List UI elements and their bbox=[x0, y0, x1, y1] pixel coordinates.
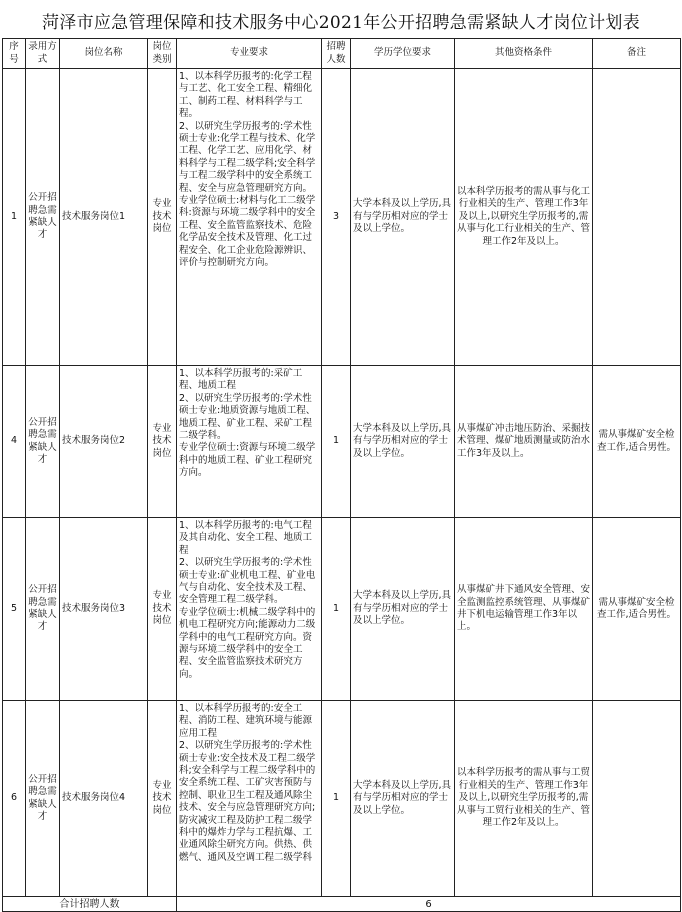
header-count: 招聘人数 bbox=[322, 39, 351, 69]
major-line: 2、以研究生学历报考的:学术性硕士专业:地质资源与地质工程、地质工程、矿业工程、采矿工程二级学科。 bbox=[179, 392, 316, 442]
table-row bbox=[3, 518, 681, 701]
header-other: 其他资格条件 bbox=[455, 39, 593, 69]
major-line: 2、以研究生学历报考的:学术性硕士专业:矿业机电工程、矿业电气与自动化、安全技术及工程、安全管理工程二级学科。 bbox=[179, 557, 316, 606]
cell-no: 5 bbox=[3, 518, 26, 701]
cell-remark: 需从事煤矿安全检查工作,适合男性。 bbox=[593, 518, 681, 701]
header-edu: 学历学位要求 bbox=[351, 39, 455, 69]
cell-method: 公开招聘急需紧缺人才 bbox=[26, 69, 60, 366]
major-line: 2、以研究生学历报考的:学术性硕士专业:安全技术及工程二级学科;安全科学与工程二级学科中的安全系统工程、工矿灾害预防与控制、职业卫生工程及通风除尘技术、安全与应急管理研究方向;防灾减灾工程及防护工程二级学科中的爆炸力学与工程抗爆、工业通风除尘研究方向。供热、供燃气、通风及空调工程二级学科 bbox=[179, 740, 316, 863]
header-method: 录用方式 bbox=[26, 39, 60, 69]
cell-other: 以本科学历报考的需从事与化工行业相关的生产、管理工作3年及以上,以研究生学历报考的,需从事与化工行业相关的生产、管理工作2年及以上。 bbox=[455, 69, 593, 366]
cell-no: 1 bbox=[3, 69, 26, 366]
cell-post-type: 专业技术岗位 bbox=[148, 69, 177, 366]
cell-major bbox=[177, 366, 322, 518]
page-title: 菏泽市应急管理保障和技术服务中心2021年公开招聘急需紧缺人才岗位计划表 bbox=[41, 13, 641, 33]
cell-post-name: 技术服务岗位3 bbox=[60, 518, 148, 701]
cell-post-type: 专业技术岗位 bbox=[148, 366, 177, 518]
cell-post-name: 技术服务岗位1 bbox=[60, 69, 148, 366]
major-line: 1、以本科学历报考的:电气工程及其自动化、安全工程、地质工程 bbox=[179, 520, 313, 556]
cell-major bbox=[177, 69, 322, 366]
header-no: 序号 bbox=[3, 39, 26, 69]
total-value: 6 bbox=[177, 897, 681, 912]
cell-no: 4 bbox=[3, 366, 26, 518]
total-row bbox=[3, 897, 681, 912]
cell-post-name: 技术服务岗位4 bbox=[60, 701, 148, 897]
cell-method: 公开招聘急需紧缺人才 bbox=[26, 518, 60, 701]
recruitment-plan-table bbox=[2, 38, 681, 912]
cell-other: 从事煤矿冲击地压防治、采掘技术管理、煤矿地质测量或防治水工作3年及以上。 bbox=[455, 366, 593, 518]
header-post-type: 岗位类别 bbox=[148, 39, 177, 69]
table-row bbox=[3, 701, 681, 897]
cell-major bbox=[177, 701, 322, 897]
major-line: 1、以本科学历报考的:安全工程、消防工程、建筑环境与能源应用工程 bbox=[179, 703, 313, 739]
total-label: 合计招聘人数 bbox=[3, 897, 177, 912]
table-row bbox=[3, 69, 681, 366]
cell-remark bbox=[593, 701, 681, 897]
header-row bbox=[3, 39, 681, 69]
major-line: 2、以研究生学历报考的:学术性硕士专业:化学工程与技术、化学工程、化学工艺、应用化学、材料科学与工程二级学科;安全科学与工程二级学科中的安全系统工程、安全与应急管理研究方向。 bbox=[179, 120, 316, 194]
cell-method: 公开招聘急需紧缺人才 bbox=[26, 366, 60, 518]
table-row bbox=[3, 366, 681, 518]
major-line: 专业学位硕士:机械二级学科中的机电工程研究方向;能源动力二级学科中的电气工程研究方向。资源与环境二级学科中的安全工程、安全监管监察技术研究方向。 bbox=[179, 606, 316, 680]
header-remark: 备注 bbox=[593, 39, 681, 69]
cell-count: 1 bbox=[322, 701, 351, 897]
cell-edu: 大学本科及以上学历,具有与学历相对应的学士及以上学位。 bbox=[351, 366, 455, 518]
cell-no: 6 bbox=[3, 701, 26, 897]
major-line: 1、以本科学历报考的:化学工程与工艺、化工安全工程、精细化工、制药工程、材料科学与工程。 bbox=[179, 71, 313, 120]
cell-post-name: 技术服务岗位2 bbox=[60, 366, 148, 518]
header-major: 专业要求 bbox=[177, 39, 322, 69]
cell-edu: 大学本科及以上学历,具有与学历相对应的学士及以上学位。 bbox=[351, 701, 455, 897]
header-post-name: 岗位名称 bbox=[60, 39, 148, 69]
cell-other: 以本科学历报考的需从事与工贸行业相关的生产、管理工作3年及以上,以研究生学历报考的,需从事与工贸行业相关的生产、管理工作2年及以上。 bbox=[455, 701, 593, 897]
cell-edu: 大学本科及以上学历,具有与学历相对应的学士及以上学位。 bbox=[351, 518, 455, 701]
major-line: 专业学位硕士:材料与化工二级学科:资源与环境二级学科中的安全工程、安全监管监察技术、危险化学品安全技术及管理、化工过程安全、化工企业危险源辨识、评价与控制研究方向。 bbox=[179, 195, 316, 269]
cell-major bbox=[177, 518, 322, 701]
cell-post-type: 专业技术岗位 bbox=[148, 518, 177, 701]
cell-method: 公开招聘急需紧缺人才 bbox=[26, 701, 60, 897]
cell-edu: 大学本科及以上学历,具有与学历相对应的学士及以上学位。 bbox=[351, 69, 455, 366]
cell-count: 1 bbox=[322, 518, 351, 701]
major-line: 1、以本科学历报考的:采矿工程、地质工程 bbox=[179, 368, 303, 392]
cell-remark: 需从事煤矿安全检查工作,适合男性。 bbox=[593, 366, 681, 518]
cell-remark bbox=[593, 69, 681, 366]
cell-count: 3 bbox=[322, 69, 351, 366]
cell-other: 从事煤矿井下通风安全管理、安全监测监控系统管理、从事煤矿井下机电运输管理工作3年以上。 bbox=[455, 518, 593, 701]
major-line: 专业学位硕士:资源与环境二级学科中的地质工程、矿业工程研究方向。 bbox=[179, 442, 316, 479]
cell-post-type: 专业技术岗位 bbox=[148, 701, 177, 897]
cell-count: 1 bbox=[322, 366, 351, 518]
